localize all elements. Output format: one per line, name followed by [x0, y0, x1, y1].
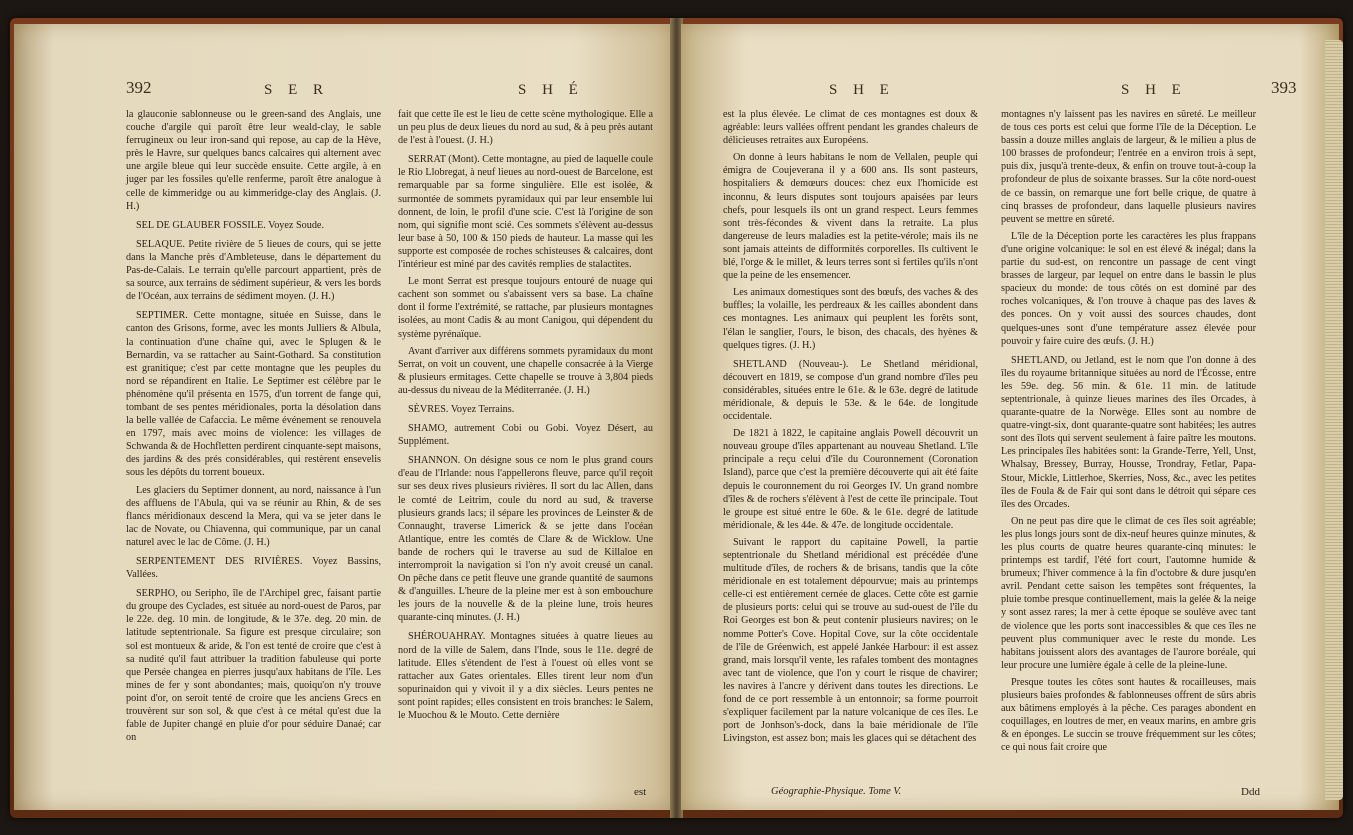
paragraph: De 1821 à 1822, le capitaine anglais Powell découvrit un nouveau groupe d'îles appartenant au nouveau Shetland. L'île principale a reçu celui d'île du Couronnement (Coronation Island), parce que c'est la première découverte qui ait été faite depuis le couronnement du roi Georges IV. Un grand nombre d'îles & de rochers s'élèvent à l'est de cette île principale. Tout le groupe est situé entre le 60e. & le 61e. degré de latitude méridionale, & les 44e. & 47e. de longitude occidentale. — [723, 428, 978, 531]
paragraph: est la plus élevée. Le climat de ces montagnes est doux & agréable: leurs vallées offrent pendant les grandes chaleurs de délicieuses retraites aux Européens. — [723, 109, 978, 147]
paragraph: SELAQUE. Petite rivière de 5 lieues de cours, qui se jette dans la Manche près d'Ambleteuse, dans le département du Pas-de-Calais. Le terrain qu'elle parcourt appartient, près de sa source, aux terrains de sédiment supérieur, & vers les bords de l'Océan, aux terrains de sédiment moyen. (J. H.) — [126, 238, 381, 303]
right-column-2 — [1001, 108, 1256, 759]
left-header-left: S E R — [264, 82, 330, 98]
left-page — [14, 24, 672, 810]
paragraph: SEPTIMER. Cette montagne, située en Suisse, dans le canton des Grisons, forme, avec les monts Julliers & Albula, la continuation d'une chaîne qui, avec le Splugen & le Bernardin, va se rattacher au Saint-Gothard. Sa constitution est granitique; c'est par cette montagne que les peuples du nord se répandirent en Italie. Le Septimer est célèbre par le phénomène qu'il présenta en 1575, d'un torrent de fange qui, tombant de ses pentes méridionales, porta la désolation dans la belle vallée de Cafaccia. Le même événement se renouvela en 1797, mais avec moins de violence: les villages de Schwanda & de Hochfletten perdirent cinquante-sept maisons, des jardins & des prés considérables, qui restèrent ensevelis sous les dépôts du torrent boueux. — [126, 310, 381, 479]
right-page-number: 393 — [1271, 78, 1297, 97]
page-footer: Géographie-Physique. Tome V. — [771, 786, 902, 797]
paragraph: montagnes n'y laissent pas les navires en sûreté. Le meilleur de tous ces ports est celui que forme l'île de la Déception. Le bassin a douze milles anglais de largeur, & le milieu a plus de 100 brasses de profondeur; l'entrée en a environ trois à sept, puis dix, jusqu'à trente-deux, & enfin on trouve tout-à-coup la profondeur de plus de soixante brasses. Sur la côte nord-ouest de ce bassin, on remarque une fort belle crique, de quatre à cinq brasses de profondeur, dans laquelle plusieurs navires peuvent se mettre en sûreté. — [1001, 109, 1256, 225]
paragraph: SHANNON. On désigne sous ce nom le plus grand cours d'eau de l'Irlande: nous l'appellerons fleuve, parce qu'il reçoit sur ses deux rives plusieurs rivières. Il sort du lac Allen, dans le comté de Leitrim, coule du nord au sud, & traverse plusieurs grands lacs; il sépare les provinces de Leinster & de Connaught, traverse Limerick & se jette dans l'océan Atlantique, entre les comtés de Clare & de Wicklow. Une bande de rochers qui le traverse au sud de Killaloe en interromproit la navigation si l'on n'y avoit creusé un canal. On pêche dans ce petit fleuve une grande quantité de saumons & d'anguilles. L'heure de la pleine mer est à son embouchure les jours de la nouvelle & de la pleine lune, trois heures quarante-cinq minutes. (J. H.) — [398, 455, 653, 624]
open-book — [10, 18, 1343, 818]
paragraph: Suivant le rapport du capitaine Powell, la partie septentrionale du Shetland méridional est précédée d'une multitude d'îles, de rochers & de brisans, tandis que la côte méridionale en est totalement dépourvue; mais au printemps celle-ci est entièrement cernée de glaces. Cette côte est garnie de plusieurs ports: celui qui se trouve au sud-ouest de l'île du Roi Georges est bon & peut contenir plusieurs navires; on le nomme Potter's Cove. Hopital Cove, sur la côte occidentale de l'île de Gréenwich, est appelé Jankée Harbour: il est assez grand, mais lorsqu'il vente, les rafales tombent des montagnes avec tant de violence, que l'on y court le risque de chavirer; les navires à l'ancre y dérivent dans toutes les directions. Le fond de ce port ressemble à un entonnoir; sa forme pourroit s'expliquer facilement par la nature volcanique de ces îles. Le port de Jonhson's-dock, dans la baie méridionale de l'île Livingston, est assez bon; mais les glaces qui se détachent des — [723, 536, 978, 745]
paragraph: Presque toutes les côtes sont hautes & rocailleuses, mais plusieurs baies profondes & fablonneuses offrent de sûrs abris aux bâtimens employés à la pêche. Ces parages abondent en coquillages, en loutres de mer, en veaux marins, en ambre gris & en éponges. Le succin se trouve fréquemment sur les côtes; ce qui nous fait croire que — [1001, 676, 1256, 754]
left-column-2 — [398, 108, 653, 726]
paragraph: fait que cette île est le lieu de cette scène mythologique. Elle a un peu plus de deux lieues du nord au sud, & à peu près autant de l'est à l'ouest. (J. H.) — [398, 109, 653, 147]
right-column-1 — [723, 108, 978, 749]
signature-mark: Ddd — [1241, 786, 1260, 798]
paragraph: Le mont Serrat est presque toujours entouré de nuage qui cachent son sommet ou s'abaissent vers sa base. La chaîne dont il forme l'extrémité, se rattache, par plusieurs montagnes isolées, au mont Cadis & au mont Canigou, qui dépendent du système pyrénaïque. — [398, 276, 653, 340]
paragraph: L'île de la Déception porte les caractères les plus frappans d'une origine volcanique: le sol en est élevé & inégal; dans la partie du sud-est, on rencontre un passage de cent vingt brasses de largeur, par lequel on entre dans le bassin le plus spacieux du monde: de tous côtés on est dominé par des roches volcaniques, & l'on trouve à chaque pas des laves & des ponces. On y voit aussi des sources chaudes, dont quelques-unes sont d'une température assez élevée pour pouvoir y faire cuire des œufs. (J. H.) — [1001, 230, 1256, 347]
paragraph: On donne à leurs habitans le nom de Vellalen, peuple qui émigra de Coujeverana il y a 600 ans. Ils sont pasteurs, hospitaliers & demœurs douces: chez eux l'homicide est inconnu, & leurs disputes sont toujours apaisées par leurs chefs, pour lesquels ils ont un grand respect. Leurs femmes sont très-fécondes & vivent dans la retraite. La plus dangereuse de leurs maladies est la petite-vérole; mais ils ne sont jamais atteints de difformités corporelles. Ils cultivent le blé, l'orge & le millet, & leurs terres sont si fertiles qu'ils n'ont que la peine de les ensemencer. — [723, 152, 978, 282]
page-edges — [1325, 40, 1343, 800]
paragraph: SHETLAND, ou Jetland, est le nom que l'on donne à des îles du royaume britannique situées au nord de l'Écosse, entre les 59e. deg. 56 min. & 61e. 11 min. de latitude septentrionale, à quinze lieues marines des îles Orcades, à quarante-quatre de la Norwège. Elles sont au nombre de quatre-vingt-six, dont quarante-quatre sont habitées; les autres sont des îlots qui servent seulement à faire paître les moutons. Les principales îles habitées sont: la Grande-Terre, Yell, Unst, Whalsay, Bressey, Burray, Housse, Trondray, Fetlar, Papa-Stour, Mickle, Littlerhoe, Skerries, Noss, &c., avec les petites îles de Foula & de Fair qui sont dans le détroit qui sépare ces îles des Orcades. — [1001, 354, 1256, 510]
left-header-right: S H É — [518, 82, 584, 98]
paragraph: SHÉROUAHRAY. Montagnes situées à quatre lieues au nord de la ville de Salem, dans l'Inde, sous le 11e. degré de latitude. Elles s'étendent de l'est à l'ouest où elles vont se rattacher aux Gates orientales. Elles tirent leur nom d'un sopurinaidon qui y vivoit il y a dix siècles. Leurs pentes ne sont point rapides; elles consistent en trois branches: le Salem, le Muochou & le Mouto. Cette dernière — [398, 631, 653, 722]
right-page — [681, 24, 1339, 810]
paragraph: SHAMO, autrement Cobi ou Gobi. Voyez Désert, au Supplément. — [398, 423, 653, 448]
paragraph: On ne peut pas dire que le climat de ces îles soit agréable; les plus longs jours sont de dix-neuf heures quinze minutes, & les plus courts de quatre heures quarante-cinq minutes: le printemps est tardif, l'été fort court, l'automne humide & brumeux; l'hiver commence à la fin d'octobre & dure jusqu'en avril. Pendant cette saison les tempêtes sont fréquentes, la pluie tombe presque continuellement, mais la gelée & la neige y sont assez rares; la mer à cette époque se soulève avec tant de violence que les ports sont inaccessibles & que ces îles ne peuvent plus communiquer avec le reste du monde. Les habitans jouissent alors des avantages de l'aurore boréale, qui leur procure une lumière égale à celle de la pleine-lune. — [1001, 515, 1256, 671]
paragraph: Avant d'arriver aux différens sommets pyramidaux du mont Serrat, on voit un couvent, une chapelle consacrée à la Vierge & plusieurs ermitages. Cette chapelle se trouve à 3,804 pieds au-dessus du niveau de la Méditerranée. (J. H.) — [398, 345, 653, 396]
paragraph: SERPENTEMENT DES RIVIÈRES. Voyez Bassins, Vallées. — [126, 556, 381, 581]
paragraph: SEL DE GLAUBER FOSSILE. Voyez Soude. — [136, 219, 324, 231]
paragraph: Les animaux domestiques sont des bœufs, des vaches & des buffles; la volaille, les perdreaux & les cailles abondent dans ces montagnes. Les animaux qui peuplent les forêts sont, l'élan le sanglier, l'ours, le bison, des chacals, des hyènes & quelques tigres. (J. H.) — [723, 287, 978, 351]
catchword: est — [634, 786, 647, 798]
paragraph: la glauconie sablonneuse ou le green-sand des Anglais, une couche d'argile qui paroît être leur weald-clay, le sable ferrugineux ou leur iron-sand qui repose, au cap de la Hève, près le Havre, sur quelques bancs calcaires qui alternent avec une argile bleue qui leur succède ensuite. Cette argile, à en juger par les fossiles qu'elle renferme, paroît être analogue à celle de kimmeridge ou au kimmeridge-clay des Anglais. (J. H.) — [126, 109, 381, 212]
paragraph: SERRAT (Mont). Cette montagne, au pied de laquelle coule le Rio Llobregat, à neuf lieues au nord-ouest de Barcelone, est remarquable par sa forme singulière. Elle est isolée, & surmontée de sommets pyramidaux qui par leur ensemble lui donnent, de loin, le profil d'une scie. C'est là l'origine de son nom, qui signifie mont scié. Ces sommets s'élèvent au-dessus leur base à 50, 100 & 150 pieds de hauteur. La masse qui les supporte est composée de roches schisteuses & calcaires, dont l'intérieur est miné par des cavités remplies de stalactites. — [398, 154, 653, 271]
right-header-right: S H E — [1121, 82, 1187, 98]
left-page-number: 392 — [126, 78, 152, 97]
paragraph: SERPHO, ou Seripho, île de l'Archipel grec, faisant partie du groupe des Cyclades, est située au nord-ouest de Paros, par le 22e. deg. 10 min. de longitude, & le 37e. deg. 20 min. de latitude septentrionale. Sa figure est presque circulaire; son sol est montueux & aride, & l'on est tenté de croire que c'est à sa nudité qu'il faut attribuer la tradition fabuleuse qui porte que Persée changea en pierres jusqu'aux habitans de l'île. Les mines de fer y sont abondantes; mais, quoiqu'on n'y trouve point d'or, on seroit tenté de croire que les anciens Grecs en trouvèrent sur son sol, & que c'est à ce métal qu'est due la fable de Jupiter changé en pluie d'or pour séduire Danaé; car on — [126, 588, 381, 744]
paragraph: SÈVRES. Voyez Terrains. — [408, 403, 515, 415]
right-header-left: S H E — [829, 82, 895, 98]
left-column-1 — [126, 108, 381, 748]
paragraph: SHETLAND (Nouveau-). Le Shetland méridional, découvert en 1819, se compose d'un grand nombre d'îles peu considérables, situées entre le 61e. & le 63e. degré de latitude méridionale, & depuis le 53e. & le 64e. de longitude occidentale. — [723, 358, 978, 423]
paragraph: Les glaciers du Septimer donnent, au nord, naissance à l'un des affluens de l'Abula, qui va se réunir au Rhin, & de ses flancs méridionaux descend la Mera, qui va se jeter dans le lac de Novate, ou Chiavenna, qui communique, par un canal naturel avec le lac de Côme. (J. H.) — [126, 484, 381, 548]
